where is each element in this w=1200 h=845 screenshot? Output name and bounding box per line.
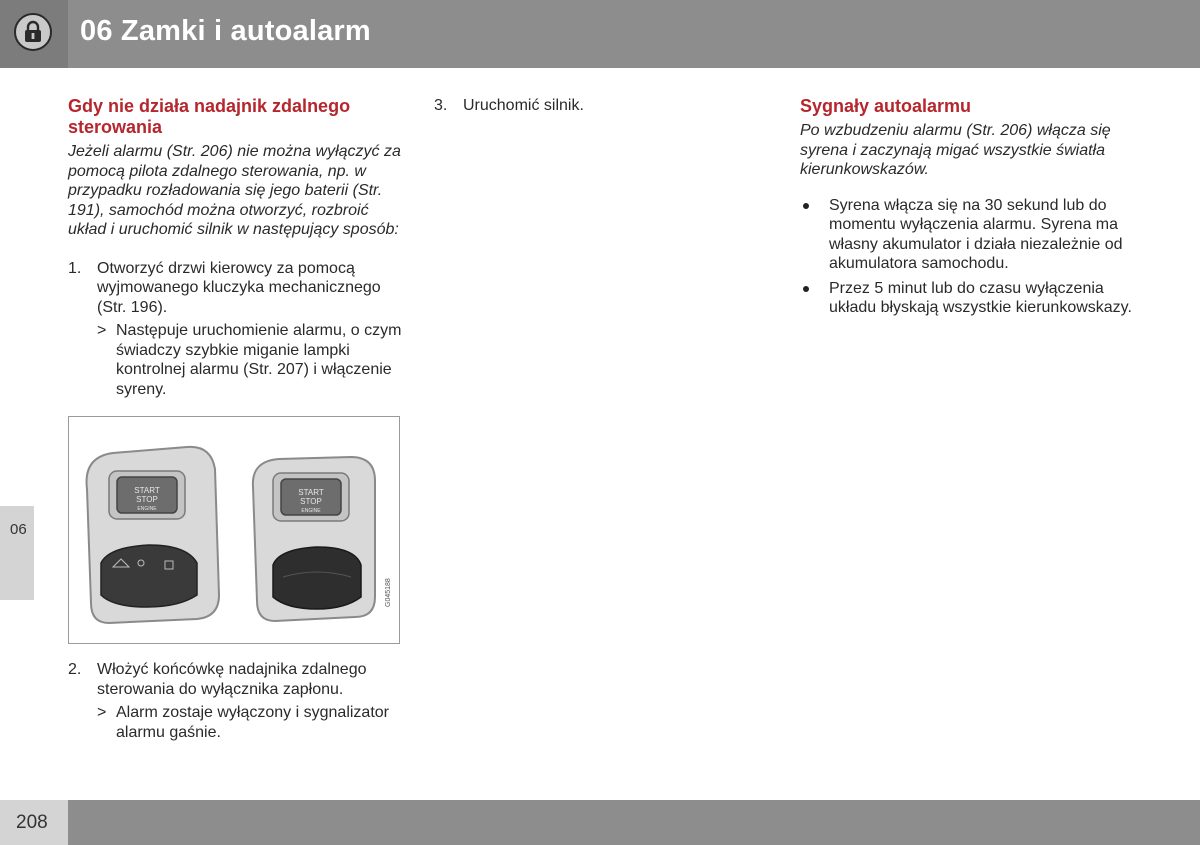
- result-marker: >: [97, 704, 107, 721]
- page-number: 208: [16, 812, 48, 833]
- button-label-stop-right: STOP: [300, 497, 322, 506]
- chapter-title: 06 Zamki i autoalarm: [80, 15, 371, 47]
- step-number: 3.: [434, 97, 448, 114]
- button-label-stop: STOP: [136, 495, 158, 504]
- step-result-text: Następuje uruchomienie alarmu, o czym świadczy szybkie miganie lampki kontrolnej alarmu (Str. 207) i włączenie syreny.: [116, 322, 402, 398]
- bullet-item: [800, 196, 1140, 274]
- step-result: [68, 703, 402, 742]
- step-result-text: Alarm zostaje wyłączony i sygnalizator alarmu gaśnie.: [116, 704, 389, 741]
- section-intro-remote: Jeżeli alarmu (Str. 206) nie można wyłączyć za pomocą pilota zdalnego sterowania, np. w przypadku rozładowania się jego baterii (Str. 191), samochód można otworzyć, rozbroić układ i uruchomić silnik w następujący sposób:: [68, 143, 401, 238]
- step-text: Uruchomić silnik.: [463, 97, 584, 114]
- step-text: Otworzyć drzwi kierowcy za pomocą wyjmowanego kluczyka mechanicznego (Str. 196).: [97, 259, 381, 316]
- step-text: Włożyć końcówkę nadajnika zdalnego sterowania do wyłącznika zapłonu.: [97, 661, 367, 698]
- button-label-start-right: START: [298, 488, 324, 497]
- chapter-side-tab: [0, 506, 34, 600]
- bullet-dot: [803, 203, 809, 209]
- button-label-start: START: [134, 486, 160, 495]
- section-heading-remote: Gdy nie działa nadajnik zdalnego sterowania: [68, 96, 351, 137]
- start-stop-illustration: [68, 416, 400, 644]
- column-left: [68, 96, 402, 742]
- figure-code: G045188: [385, 578, 392, 607]
- step-item: [68, 259, 402, 318]
- step-result: [68, 321, 402, 399]
- lock-icon: [14, 13, 52, 51]
- bullet-text: Przez 5 minut lub do czasu wyłączenia układu błyskają wszystkie kierunkowskazy.: [829, 279, 1132, 316]
- bullet-text: Syrena włącza się na 30 sekund lub do momentu wyłączenia alarmu. Syrena ma własny akumulator i działa niezależnie od akumulatora samochodu.: [829, 196, 1123, 272]
- chapter-side-tab-label: 06: [10, 521, 27, 538]
- bullet-item: [800, 279, 1140, 318]
- chapter-icon-box: [0, 0, 68, 68]
- result-marker: >: [97, 322, 107, 339]
- step-item: [434, 96, 774, 116]
- section-heading-alarm-signals: Sygnały autoalarmu: [800, 96, 972, 116]
- button-label-engine: ENGINE: [137, 506, 157, 512]
- column-right: [800, 96, 1140, 318]
- bullet-dot: [803, 286, 809, 292]
- section-intro-alarm-signals: Po wzbudzeniu alarmu (Str. 206) włącza się syrena i zaczynają migać wszystkie światła kierunkowskazów.: [800, 122, 1111, 178]
- step-number: 1.: [68, 259, 82, 277]
- footer-bar: [0, 800, 1200, 845]
- step-item: [68, 660, 402, 699]
- column-middle: [434, 96, 774, 116]
- step-number: 2.: [68, 661, 82, 678]
- button-label-engine-right: ENGINE: [301, 508, 321, 514]
